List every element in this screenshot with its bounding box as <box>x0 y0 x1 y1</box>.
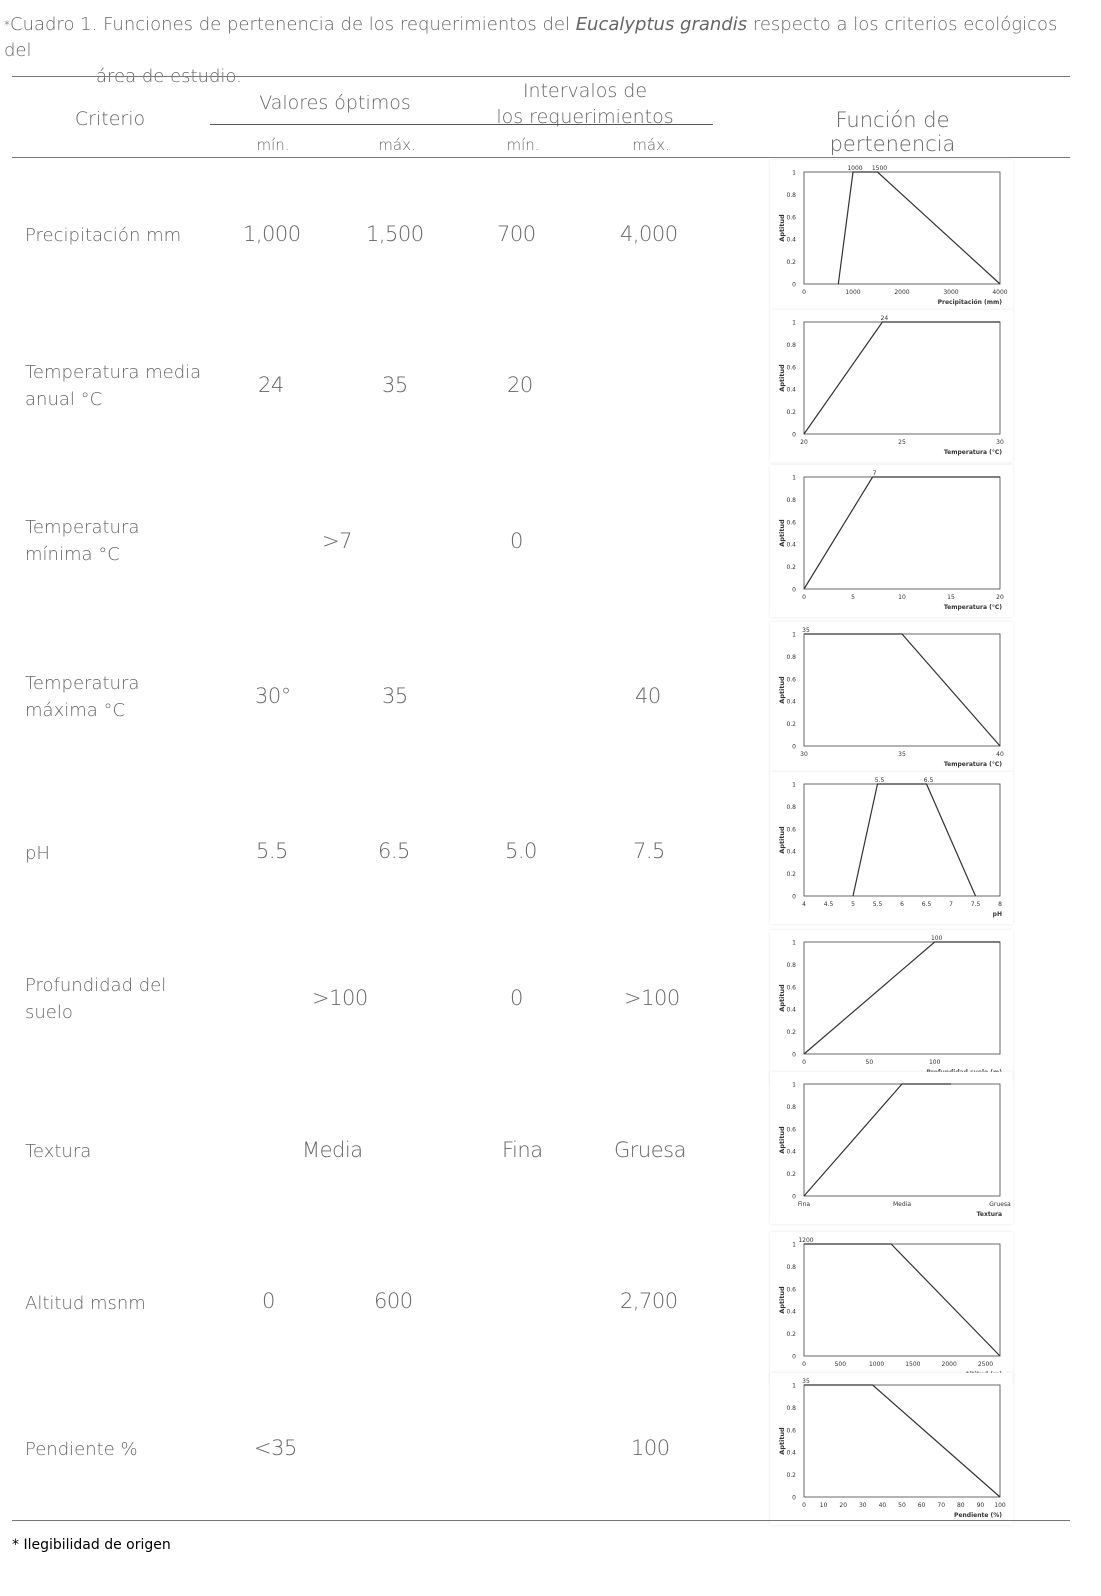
x-tick-label: 5.5 <box>872 901 883 908</box>
plot-frame <box>804 942 1000 1054</box>
x-tick-label: 40 <box>878 1502 887 1509</box>
chart-temp-minima <box>770 465 1013 617</box>
y-tick-label: 0.2 <box>786 871 796 879</box>
x-axis-label: Precipitación (mm) <box>937 299 1002 306</box>
cell-int-min: 0 <box>510 529 523 553</box>
x-tick-label: 5 <box>851 594 855 601</box>
cell-int-max: >100 <box>624 986 680 1010</box>
y-tick-label: 0 <box>792 586 796 594</box>
y-tick-label: 0.8 <box>786 341 796 349</box>
chart-svg <box>770 1373 1013 1525</box>
x-tick-label: 6 <box>900 901 904 908</box>
criterio-profundidad: Profundidad del suelo <box>25 975 167 1023</box>
cell-opt-max: 35 <box>382 373 408 397</box>
caption-prefix: Cuadro 1. Funciones de pertenencia de los requerimientos del <box>10 14 576 35</box>
cell-opt-max: 600 <box>374 1289 413 1313</box>
membership-line <box>838 172 1000 284</box>
x-tick-label: 7.5 <box>970 901 981 908</box>
y-tick-label: 0.8 <box>786 1263 796 1271</box>
header-opt-min: mín. <box>256 136 290 154</box>
y-tick-label: 0 <box>792 1494 796 1502</box>
x-tick-label: 0 <box>802 1361 806 1368</box>
y-axis-label: Aptitud <box>778 214 786 242</box>
plot-frame <box>804 1084 1000 1196</box>
cell-opt-min: 30° <box>255 684 291 708</box>
x-tick-label: 30 <box>858 1502 867 1509</box>
x-tick-label: 80 <box>956 1502 965 1509</box>
x-tick-label: 4000 <box>992 289 1008 296</box>
x-tick-label: 40 <box>996 751 1004 758</box>
point-annotation: 6.5 <box>923 777 934 784</box>
y-tick-label: 0.6 <box>786 214 796 222</box>
caption-species: Eucalyptus grandis <box>575 14 748 35</box>
chart-precipitacion <box>770 160 1013 312</box>
chart-svg <box>770 160 1013 312</box>
header-int-max: máx. <box>632 136 670 154</box>
x-tick-label: 10 <box>898 594 906 601</box>
point-annotation: 1500 <box>871 165 888 172</box>
y-tick-label: 0.8 <box>786 961 796 969</box>
y-tick-label: 0 <box>792 893 796 901</box>
header-intervalos-2: los requerimientos <box>496 106 674 128</box>
criterio-pendiente: Pendiente % <box>25 1439 138 1460</box>
membership-line <box>804 1084 951 1196</box>
header-int-min: mín. <box>506 136 540 154</box>
x-tick-label: 25 <box>898 439 906 446</box>
y-tick-label: 0 <box>792 281 796 289</box>
y-tick-label: 0 <box>792 1193 796 1201</box>
plot-frame <box>804 477 1000 589</box>
y-axis-label: Aptitud <box>778 676 786 704</box>
x-axis-label: pH <box>992 911 1002 918</box>
cell-int-min: 700 <box>497 222 536 246</box>
x-tick-label: 35 <box>898 751 906 758</box>
caption-suffix: respecto a los criterios ecológicos del <box>4 14 1058 61</box>
y-tick-label: 0.6 <box>786 984 796 992</box>
y-tick-label: 0.6 <box>786 1427 796 1435</box>
chart-svg <box>770 1072 1013 1224</box>
y-tick-label: 0.4 <box>786 386 796 394</box>
y-tick-label: 0.8 <box>786 496 796 504</box>
y-tick-label: 0.8 <box>786 1404 796 1412</box>
chart-profundidad <box>770 930 1013 1082</box>
header-criterio: Criterio <box>74 108 146 130</box>
x-axis-label: Temperatura (°C) <box>943 761 1002 768</box>
x-tick-label: Media <box>892 1201 912 1208</box>
y-axis-label: Aptitud <box>778 364 786 392</box>
y-tick-label: 0.8 <box>786 1103 796 1111</box>
x-tick-label: 500 <box>834 1361 847 1368</box>
x-tick-label: 30 <box>996 439 1004 446</box>
x-tick-label: 15 <box>947 594 955 601</box>
y-tick-label: 1 <box>792 319 796 327</box>
header-rule <box>12 157 1070 158</box>
y-tick-label: 0.2 <box>786 1171 796 1179</box>
x-tick-label: 50 <box>898 1502 906 1509</box>
x-tick-label: 30 <box>800 751 808 758</box>
y-tick-label: 0.4 <box>786 236 796 244</box>
cell-int-min: 5.0 <box>505 839 537 863</box>
criterio-temp-maxima: Temperatura máxima °C <box>25 673 140 721</box>
chart-svg <box>770 310 1013 462</box>
x-tick-label: 5 <box>851 901 855 908</box>
cell-opt: Media <box>302 1138 363 1162</box>
y-tick-label: 0.2 <box>786 1331 796 1339</box>
x-tick-label: 0 <box>802 289 806 296</box>
chart-pendiente <box>770 1373 1013 1525</box>
caption-marker: * <box>4 18 10 32</box>
membership-line <box>804 322 1000 434</box>
y-tick-label: 0.8 <box>786 191 796 199</box>
y-tick-label: 0.2 <box>786 409 796 417</box>
bottom-rule <box>12 1520 1070 1521</box>
plot-frame <box>804 1244 1000 1356</box>
criterio-temp-media: Temperatura media anual °C <box>25 362 202 410</box>
y-tick-label: 1 <box>792 631 796 639</box>
x-tick-label: Gruesa <box>989 1201 1011 1208</box>
x-axis-label: Temperatura (°C) <box>943 449 1002 456</box>
x-tick-label: 20 <box>996 594 1004 601</box>
x-tick-label: 0 <box>802 1502 806 1509</box>
y-tick-label: 0.4 <box>786 1148 796 1156</box>
y-tick-label: 0.8 <box>786 653 796 661</box>
x-tick-label: 70 <box>937 1502 946 1509</box>
criterio-textura: Textura <box>25 1141 92 1162</box>
membership-line <box>804 1244 1000 1356</box>
point-annotation: 24 <box>880 315 889 322</box>
caption-line2: área de estudio. <box>96 66 242 87</box>
x-tick-label: 4.5 <box>823 901 834 908</box>
header-opt-max: máx. <box>378 136 416 154</box>
chart-temp-maxima <box>770 622 1013 774</box>
y-tick-label: 0.6 <box>786 1286 796 1294</box>
cell-int-min: 0 <box>510 986 523 1010</box>
chart-svg <box>770 930 1013 1082</box>
header-intervalos-1: Intervalos de <box>522 80 648 102</box>
header-funcion: Función de pertenencia <box>829 108 956 156</box>
cell-opt-min: 0 <box>262 1289 275 1313</box>
y-tick-label: 0.4 <box>786 1449 796 1457</box>
top-rule <box>12 76 1070 77</box>
x-tick-label: 1000 <box>868 1361 885 1368</box>
table-caption <box>4 12 1084 90</box>
y-tick-label: 0.6 <box>786 1126 796 1134</box>
header-valores-optimos: Valores óptimos <box>259 92 411 114</box>
chart-svg <box>770 772 1013 924</box>
cell-int-max: 7.5 <box>633 839 665 863</box>
point-annotation: 5.5 <box>874 777 885 784</box>
chart-svg <box>770 1232 1013 1384</box>
x-axis-label: Temperatura (°C) <box>943 604 1002 611</box>
x-tick-label: 100 <box>994 1502 1006 1509</box>
x-tick-label: 7 <box>949 901 953 908</box>
cell-opt: >7 <box>322 529 352 553</box>
criterio-altitud: Altitud msnm <box>25 1293 146 1314</box>
x-tick-label: 20 <box>839 1502 848 1509</box>
y-axis-label: Aptitud <box>778 519 786 547</box>
y-tick-label: 0.2 <box>786 564 796 572</box>
header-underline <box>210 124 713 125</box>
cell-opt-min: <35 <box>254 1436 297 1460</box>
x-axis-label: Pendiente (%) <box>954 1512 1002 1519</box>
y-axis-label: Aptitud <box>778 984 786 1012</box>
y-tick-label: 0 <box>792 431 796 439</box>
x-tick-label: 2500 <box>977 1361 994 1368</box>
y-tick-label: 0.2 <box>786 1029 796 1037</box>
y-tick-label: 1 <box>792 939 796 947</box>
y-tick-label: 1 <box>792 1081 796 1089</box>
y-tick-label: 0.6 <box>786 364 796 372</box>
cell-int-min: 20 <box>507 373 533 397</box>
membership-line <box>804 942 1000 1054</box>
y-tick-label: 0.8 <box>786 803 796 811</box>
point-annotation: 100 <box>930 935 943 942</box>
y-tick-label: 0 <box>792 743 796 751</box>
point-annotation: 7 <box>872 470 877 477</box>
membership-line <box>853 784 976 896</box>
x-tick-label: 2000 <box>941 1361 957 1368</box>
plot-frame <box>804 172 1000 284</box>
point-annotation: 35 <box>802 1378 810 1385</box>
cell-opt-min: 1,000 <box>243 222 301 246</box>
y-tick-label: 0.4 <box>786 1308 796 1316</box>
y-tick-label: 0.4 <box>786 541 796 549</box>
y-tick-label: 0.4 <box>786 698 796 706</box>
chart-svg <box>770 622 1013 774</box>
y-axis-label: Aptitud <box>778 826 786 854</box>
cell-opt-min: 5.5 <box>256 839 288 863</box>
x-tick-label: 90 <box>976 1502 985 1509</box>
x-tick-label: 0 <box>802 594 806 601</box>
x-tick-label: 60 <box>917 1502 926 1509</box>
membership-line <box>804 477 1000 589</box>
chart-altitud <box>770 1232 1013 1384</box>
chart-ph <box>770 772 1013 924</box>
x-tick-label: 100 <box>928 1059 941 1066</box>
y-tick-label: 1 <box>792 169 796 177</box>
cell-opt-max: 35 <box>382 684 408 708</box>
footnote: * Ilegibilidad de origen <box>12 1537 171 1553</box>
y-tick-label: 0.4 <box>786 848 796 856</box>
cell-int-min: Fina <box>502 1138 543 1162</box>
y-tick-label: 0.6 <box>786 826 796 834</box>
y-tick-label: 1 <box>792 781 796 789</box>
cell-int-max: 2,700 <box>620 1289 678 1313</box>
y-tick-label: 1 <box>792 474 796 482</box>
x-tick-label: 1000 <box>845 289 861 296</box>
cell-opt-max: 1,500 <box>366 222 424 246</box>
criterio-precipitacion: Precipitación mm <box>25 225 182 246</box>
x-tick-label: 0 <box>802 1059 806 1066</box>
cell-int-max: Gruesa <box>614 1138 686 1162</box>
y-tick-label: 0.6 <box>786 519 796 527</box>
y-tick-label: 0.4 <box>786 1006 796 1014</box>
plot-frame <box>804 1385 1000 1497</box>
point-annotation: 1000 <box>847 165 863 172</box>
cell-int-max: 40 <box>635 684 661 708</box>
x-axis-label: Textura <box>976 1211 1002 1218</box>
x-tick-label: 6.5 <box>921 901 932 908</box>
y-tick-label: 0.2 <box>786 721 796 729</box>
x-tick-label: 2000 <box>894 289 910 296</box>
cell-opt: >100 <box>312 986 368 1010</box>
x-tick-label: 50 <box>865 1059 874 1066</box>
x-tick-label: 10 <box>819 1502 828 1509</box>
y-tick-label: 0.6 <box>786 676 796 684</box>
chart-temp-media <box>770 310 1013 462</box>
plot-frame <box>804 784 1000 896</box>
cell-int-max: 100 <box>631 1436 670 1460</box>
cell-int-max: 4,000 <box>620 222 678 246</box>
cell-opt-max: 6.5 <box>378 839 410 863</box>
y-tick-label: 0.2 <box>786 259 796 267</box>
x-tick-label: 20 <box>800 439 808 446</box>
criterio-temp-minima: Temperatura mínima °C <box>25 517 140 565</box>
y-axis-label: Aptitud <box>778 1126 786 1154</box>
plot-frame <box>804 322 1000 434</box>
y-tick-label: 1 <box>792 1241 796 1249</box>
membership-line <box>804 1385 1000 1497</box>
chart-textura <box>770 1072 1013 1224</box>
point-annotation: 1200 <box>798 1237 814 1244</box>
x-tick-label: 4 <box>802 901 806 908</box>
y-tick-label: 0.2 <box>786 1472 796 1480</box>
membership-line <box>804 634 1000 746</box>
x-tick-label: Fina <box>797 1201 811 1208</box>
x-tick-label: 3000 <box>943 289 959 296</box>
y-tick-label: 1 <box>792 1382 796 1390</box>
y-axis-label: Aptitud <box>778 1427 786 1455</box>
point-annotation: 35 <box>802 627 810 634</box>
y-tick-label: 0 <box>792 1353 796 1361</box>
plot-frame <box>804 634 1000 746</box>
chart-svg <box>770 465 1013 617</box>
y-tick-label: 0 <box>792 1051 796 1059</box>
x-tick-label: 8 <box>998 901 1002 908</box>
y-axis-label: Aptitud <box>778 1286 786 1314</box>
x-tick-label: 1500 <box>905 1361 921 1368</box>
criterio-ph: pH <box>25 843 50 864</box>
cell-opt-min: 24 <box>258 373 284 397</box>
